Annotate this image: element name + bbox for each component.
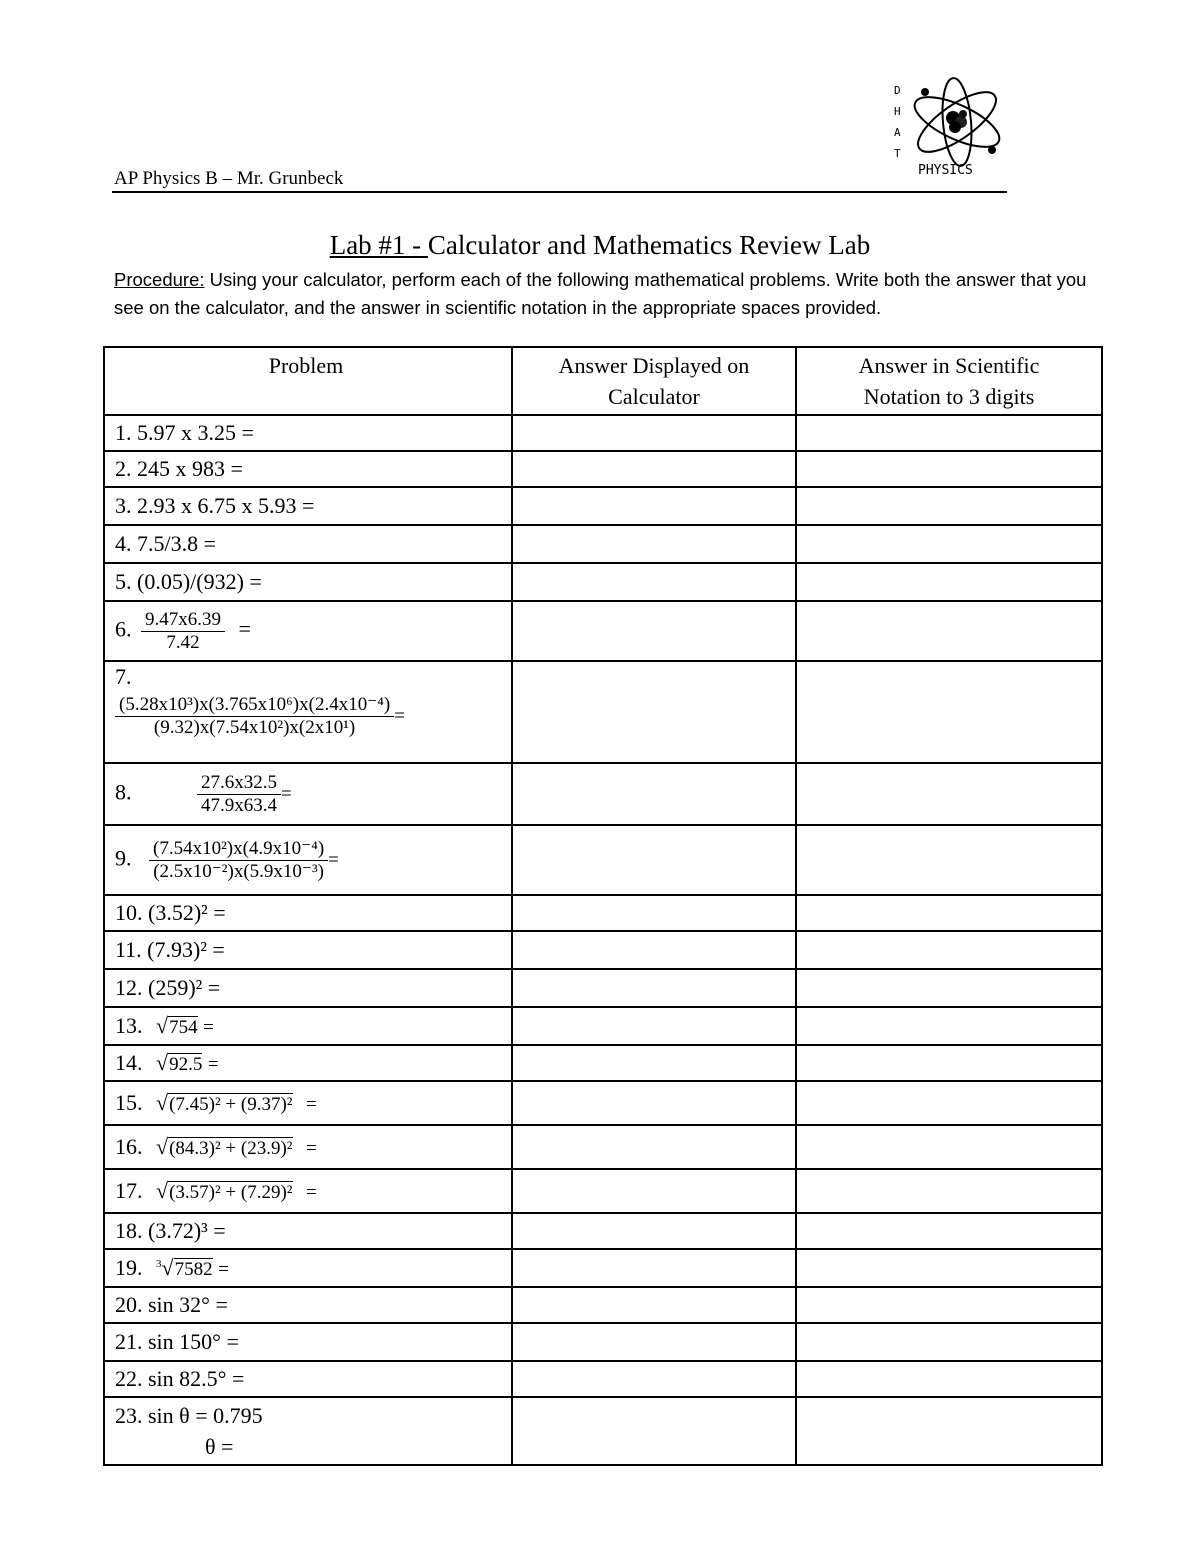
table-row (104, 1081, 1102, 1125)
header-answer-displayed: Answer Displayed on Calculator (512, 347, 796, 415)
answer-scientific-cell[interactable] (796, 1081, 1102, 1125)
answer-displayed-cell[interactable] (512, 1287, 796, 1323)
answer-scientific-cell[interactable] (796, 601, 1102, 661)
answer-scientific-cell[interactable] (796, 1213, 1102, 1249)
table-row (104, 487, 1102, 525)
answer-displayed-cell[interactable] (512, 1007, 796, 1045)
answer-scientific-cell[interactable] (796, 415, 1102, 451)
svg-text:D: D (894, 84, 901, 97)
answer-scientific-cell[interactable] (796, 487, 1102, 525)
answer-scientific-cell[interactable] (796, 1045, 1102, 1081)
answer-displayed-cell[interactable] (512, 1081, 796, 1125)
answer-displayed-cell[interactable] (512, 487, 796, 525)
answer-displayed-cell[interactable] (512, 763, 796, 825)
problem-cell: 10. (3.52)² = (104, 895, 512, 931)
answer-scientific-cell[interactable] (796, 563, 1102, 601)
answer-scientific-cell[interactable] (796, 1125, 1102, 1169)
table-row (104, 415, 1102, 451)
table-row (104, 1323, 1102, 1361)
header-rule (112, 191, 1007, 193)
answer-scientific-cell[interactable] (796, 1249, 1102, 1287)
table-row (104, 969, 1102, 1007)
problem-cell: 5. (0.05)/(932) = (104, 563, 512, 601)
answer-scientific-cell[interactable] (796, 895, 1102, 931)
problem-cell: 16. √(84.3)² + (23.9)² = (104, 1125, 512, 1169)
answer-displayed-cell[interactable] (512, 415, 796, 451)
answer-displayed-cell[interactable] (512, 1397, 796, 1465)
answer-displayed-cell[interactable] (512, 1045, 796, 1081)
answer-scientific-cell[interactable] (796, 1361, 1102, 1397)
problem-cell: 2. 245 x 983 = (104, 451, 512, 487)
table-row (104, 451, 1102, 487)
answer-displayed-cell[interactable] (512, 1169, 796, 1213)
answer-displayed-cell[interactable] (512, 1249, 796, 1287)
answer-displayed-cell[interactable] (512, 451, 796, 487)
table-row (104, 1125, 1102, 1169)
problem-cell: 19. $^3$√7582 = (104, 1249, 512, 1287)
table-row (104, 1249, 1102, 1287)
problem-cell: 7. $\frac{\text{(5.28x10³)x(3.765x10⁶)x(2.4x10⁻⁴)}}{\text{(9.32)x(7.54x10²)x(2x10¹)}}$ = (104, 661, 512, 763)
svg-text:H: H (894, 105, 901, 118)
table-row (104, 1287, 1102, 1323)
problem-cell: 6. $\frac{9.47x6.39}{7.42}$ = (104, 601, 512, 661)
course-header: AP Physics B – Mr. Grunbeck (114, 168, 344, 189)
answer-displayed-cell[interactable] (512, 563, 796, 601)
table-row (104, 661, 1102, 763)
atom-icon (889, 70, 1007, 186)
answer-scientific-cell[interactable] (796, 763, 1102, 825)
answer-scientific-cell[interactable] (796, 969, 1102, 1007)
answer-displayed-cell[interactable] (512, 661, 796, 763)
answer-scientific-cell[interactable] (796, 661, 1102, 763)
answer-displayed-cell[interactable] (512, 825, 796, 895)
table-row (104, 895, 1102, 931)
answer-scientific-cell[interactable] (796, 1169, 1102, 1213)
title-prefix: Lab #1 - (329, 230, 428, 260)
answer-scientific-cell[interactable] (796, 525, 1102, 563)
physics-logo (889, 70, 1007, 186)
answer-scientific-cell[interactable] (796, 451, 1102, 487)
problem-cell: 23. sin θ = 0.795 θ = (104, 1397, 512, 1465)
problem-cell: 8. $\frac{27.6x32.5}{47.9x63.4}$ = (104, 763, 512, 825)
procedure-text (114, 266, 1094, 322)
problem-cell: 21. sin 150° = (104, 1323, 512, 1361)
answer-displayed-cell[interactable] (512, 525, 796, 563)
svg-text:T: T (894, 147, 901, 160)
table-row (104, 825, 1102, 895)
answer-displayed-cell[interactable] (512, 1323, 796, 1361)
table-row (104, 525, 1102, 563)
problem-cell: 9. $\frac{\text{(7.54x10²)x(4.9x10⁻⁴)}}{\text{(2.5x10⁻²)x(5.9x10⁻³)}}$ = (104, 825, 512, 895)
problem-cell: 20. sin 32° = (104, 1287, 512, 1323)
problem-cell: 1. 5.97 x 3.25 = (104, 415, 512, 451)
table-row (104, 1169, 1102, 1213)
table-row (104, 931, 1102, 969)
problem-cell: 15. √(7.45)² + (9.37)² = (104, 1081, 512, 1125)
problem-cell: 11. (7.93)² = (104, 931, 512, 969)
table-row (104, 563, 1102, 601)
answer-scientific-cell[interactable] (796, 931, 1102, 969)
svg-text:A: A (894, 126, 901, 139)
problem-cell: 4. 7.5/3.8 = (104, 525, 512, 563)
answer-scientific-cell[interactable] (796, 1007, 1102, 1045)
header-problem: Problem (104, 347, 512, 415)
title-main: Calculator and Mathematics Review Lab (427, 230, 871, 260)
answer-scientific-cell[interactable] (796, 1323, 1102, 1361)
procedure-label: Procedure: (114, 269, 205, 290)
header-answer-scientific: Answer in Scientific Notation to 3 digits (796, 347, 1102, 415)
problem-cell: 12. (259)² = (104, 969, 512, 1007)
logo-text: PHYSICS (918, 163, 973, 178)
problem-cell: 22. sin 82.5° = (104, 1361, 512, 1397)
answer-displayed-cell[interactable] (512, 931, 796, 969)
answer-displayed-cell[interactable] (512, 1125, 796, 1169)
answer-scientific-cell[interactable] (796, 1397, 1102, 1465)
table-row (104, 763, 1102, 825)
answer-displayed-cell[interactable] (512, 601, 796, 661)
table-row (104, 1213, 1102, 1249)
table-header-row (104, 347, 1102, 415)
problem-cell: 13. √754 = (104, 1007, 512, 1045)
problem-cell: 14. √92.5 = (104, 1045, 512, 1081)
answer-scientific-cell[interactable] (796, 825, 1102, 895)
problem-cell: 3. 2.93 x 6.75 x 5.93 = (104, 487, 512, 525)
page-title (0, 230, 1200, 261)
table-row (104, 1397, 1102, 1465)
table-row (104, 1007, 1102, 1045)
answer-displayed-cell[interactable] (512, 1213, 796, 1249)
answer-displayed-cell[interactable] (512, 895, 796, 931)
answer-displayed-cell[interactable] (512, 969, 796, 1007)
problem-table (103, 346, 1103, 1466)
problem-cell: 18. (3.72)³ = (104, 1213, 512, 1249)
answer-displayed-cell[interactable] (512, 1361, 796, 1397)
table-row (104, 601, 1102, 661)
problem-cell: 17. √(3.57)² + (7.29)² = (104, 1169, 512, 1213)
answer-scientific-cell[interactable] (796, 1287, 1102, 1323)
table-row (104, 1045, 1102, 1081)
procedure-body: Using your calculator, perform each of the following mathematical problems. Write both the answer that you see on the calculator, and the answer in scientific notation in the appropriate spaces provided. (114, 269, 1087, 318)
table-row (104, 1361, 1102, 1397)
